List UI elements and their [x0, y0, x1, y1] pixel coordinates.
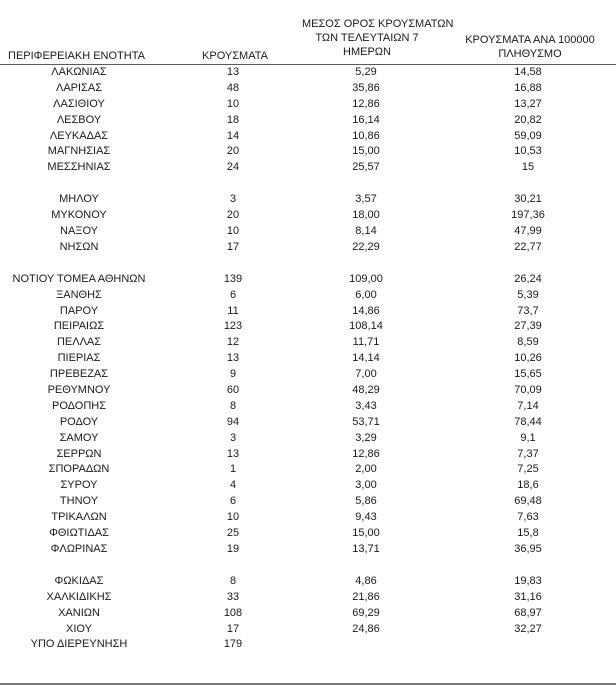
table-row [0, 240, 616, 256]
table-row [0, 160, 616, 176]
cell-region: ΣΠΟΡΑΔΩΝ [48, 463, 110, 476]
cell-per100k: 7,25 [517, 463, 539, 476]
header-cases: ΚΡΟΥΣΜΑΤΑ [202, 50, 268, 62]
cell-per100k: 68,97 [514, 606, 542, 619]
bottom-divider [0, 683, 616, 685]
cell-cases: 20 [226, 145, 240, 158]
cell-cases: 12 [226, 336, 240, 349]
cell-avg7: 109,00 [349, 272, 383, 285]
cell-per100k: 70,09 [514, 384, 542, 397]
cell-cases: 17 [226, 240, 240, 253]
cell-avg7: 22,29 [352, 240, 380, 253]
table-row [0, 304, 616, 320]
cell-per100k: 47,99 [514, 225, 542, 238]
cell-avg7: 108,14 [349, 320, 383, 333]
cell-avg7: 6,00 [355, 288, 377, 301]
cell-per100k: 30,21 [514, 193, 542, 206]
cell-cases: 8 [229, 574, 237, 587]
table-row [0, 447, 616, 463]
cell-cases: 48 [226, 81, 240, 94]
cell-cases: 1 [229, 463, 237, 476]
table-row [0, 526, 616, 542]
cell-per100k: 22,77 [514, 240, 542, 253]
cell-per100k: 10,53 [514, 145, 542, 158]
cell-per100k: 73,7 [517, 304, 539, 317]
cell-avg7: 11,71 [352, 336, 380, 349]
cell-cases: 24 [226, 161, 240, 174]
table-row [0, 129, 616, 145]
cell-cases: 108 [223, 606, 243, 619]
cell-per100k: 20,82 [514, 113, 542, 126]
cell-region: ΝΟΤΙΟΥ ΤΟΜΕΑ ΑΘΗΝΩΝ [12, 272, 146, 285]
table-row [0, 415, 616, 431]
cell-per100k: 26,24 [514, 272, 542, 285]
header-avg7-line3: ΗΜΕΡΩΝ [343, 46, 391, 58]
cell-region: ΜΕΣΣΗΝΙΑΣ [47, 161, 111, 174]
table-row [0, 319, 616, 335]
cell-region: ΠΡΕΒΕΖΑΣ [49, 368, 109, 381]
cell-avg7: 7,00 [355, 368, 377, 381]
cell-per100k: 27,39 [514, 320, 542, 333]
cell-per100k: 13,27 [514, 97, 542, 110]
header-per100k-line1: ΚΡΟΥΣΜΑΤΑ ΑΝΑ 100000 [465, 34, 595, 46]
table-row [0, 399, 616, 415]
cell-per100k: 14,58 [514, 66, 542, 78]
cell-avg7: 5,86 [355, 495, 377, 508]
cell-avg7: 8,14 [355, 225, 377, 238]
cell-region: ΛΑΡΙΣΑΣ [55, 81, 102, 94]
table-row [0, 383, 616, 399]
header-region: ΠΕΡΙΦΕΡΕΙΑΚΗ ΕΝΟΤΗΤΑ [8, 50, 145, 62]
table-row [0, 144, 616, 160]
table-row [0, 97, 616, 113]
cell-cases: 11 [227, 304, 239, 317]
table-row [0, 192, 616, 208]
cell-cases: 4 [229, 479, 237, 492]
cell-region: ΣΥΡΟΥ [60, 479, 98, 492]
table-row [0, 224, 616, 240]
cell-cases: 14 [226, 129, 240, 142]
cell-per100k: 15,8 [517, 527, 539, 540]
cell-region: ΧΑΝΙΩΝ [58, 606, 100, 619]
cell-cases: 8 [229, 399, 237, 412]
table-row [0, 606, 616, 622]
cell-per100k: 10,26 [514, 352, 542, 365]
cell-cases: 13 [226, 352, 240, 365]
cell-region: ΠΕΙΡΑΙΩΣ [53, 320, 105, 333]
header-per100k-line2: ΠΛΗΘΥΣΜΟ [498, 48, 562, 60]
cell-region: ΣΑΜΟΥ [59, 431, 99, 444]
cell-region: ΧΑΛΚΙΔΙΚΗΣ [46, 590, 112, 603]
cell-cases: 139 [223, 272, 243, 285]
header-per100k [455, 33, 605, 61]
cell-region: ΠΙΕΡΙΑΣ [57, 352, 101, 365]
table-row [0, 542, 616, 558]
cell-cases: 123 [223, 320, 243, 333]
cell-cases: 18 [226, 113, 240, 126]
cell-cases: 10 [226, 97, 240, 110]
cell-region: ΦΩΚΙΔΑΣ [54, 574, 104, 587]
table-row [0, 81, 616, 97]
cell-avg7: 14,14 [352, 352, 380, 365]
table-body [0, 65, 616, 653]
cell-per100k: 59,09 [514, 129, 542, 142]
cell-per100k: 18,6 [517, 479, 539, 492]
cell-avg7: 3,43 [355, 399, 377, 412]
cell-cases: 19 [226, 542, 240, 555]
header-avg7 [302, 17, 454, 59]
cell-cases: 60 [226, 384, 240, 397]
cell-avg7: 15,00 [352, 527, 380, 540]
cell-avg7: 69,29 [352, 606, 380, 619]
cell-avg7: 3,57 [355, 193, 377, 206]
table-row [0, 113, 616, 129]
table-row [0, 637, 616, 653]
cell-region: ΠΑΡΟΥ [59, 304, 99, 317]
cell-cases: 179 [223, 638, 243, 651]
table-row [0, 288, 616, 304]
cell-avg7: 5,29 [355, 66, 377, 78]
cell-per100k: 19,83 [514, 574, 542, 587]
table-row [0, 65, 616, 81]
cell-per100k: 32,27 [514, 622, 542, 635]
table-row [0, 510, 616, 526]
cell-region: ΥΠΟ ΔΙΕΡΕΥΝΗΣΗ [30, 638, 128, 651]
cell-region: ΣΕΡΡΩΝ [56, 447, 102, 460]
cell-avg7: 16,14 [352, 113, 380, 126]
cell-avg7: 9,43 [355, 511, 377, 524]
table-row [0, 574, 616, 590]
cell-avg7: 48,29 [352, 384, 380, 397]
table-row [0, 208, 616, 224]
cell-avg7: 3,00 [355, 479, 377, 492]
cell-region: ΤΗΝΟΥ [59, 495, 99, 508]
cell-region: ΛΑΣΙΘΙΟΥ [53, 97, 105, 110]
cell-region: ΜΗΛΟΥ [59, 193, 99, 206]
cell-per100k: 7,37 [517, 447, 539, 460]
table-row [0, 272, 616, 288]
table-row [0, 431, 616, 447]
cell-region: ΜΥΚΟΝΟΥ [51, 209, 107, 222]
cell-avg7: 4,86 [355, 574, 377, 587]
cell-avg7: 2,00 [355, 463, 377, 476]
cell-avg7: 25,57 [352, 161, 380, 174]
cell-per100k: 7,63 [517, 511, 539, 524]
cell-region: ΛΕΣΒΟΥ [56, 113, 102, 126]
cell-avg7: 3,29 [355, 431, 377, 444]
cell-cases: 17 [226, 622, 240, 635]
cell-region: ΡΟΔΟΥ [59, 415, 99, 428]
cell-region: ΧΙΟΥ [66, 622, 92, 635]
cell-cases: 33 [226, 590, 240, 603]
cell-per100k: 5,39 [517, 288, 539, 301]
cell-avg7: 24,86 [352, 622, 380, 635]
cell-per100k: 9,1 [520, 431, 536, 444]
cell-cases: 6 [229, 495, 237, 508]
cell-per100k: 78,44 [514, 415, 542, 428]
cell-avg7: 15,00 [352, 145, 380, 158]
cell-cases: 3 [229, 431, 237, 444]
cell-cases: 3 [229, 193, 237, 206]
header-avg7-line2: ΤΩΝ ΤΕΛΕΥΤΑΙΩΝ 7 [315, 32, 419, 44]
cell-per100k: 8,59 [517, 336, 539, 349]
cell-region: ΠΕΛΛΑΣ [56, 336, 102, 349]
cell-per100k: 197,36 [511, 209, 545, 222]
cell-cases: 13 [226, 447, 240, 460]
cell-per100k: 7,14 [517, 399, 539, 412]
cell-per100k: 31,16 [514, 590, 542, 603]
table-row [0, 478, 616, 494]
table-row [0, 590, 616, 606]
cell-region: ΡΕΘΥΜΝΟΥ [47, 384, 111, 397]
cell-per100k: 36,95 [514, 542, 542, 555]
cell-region: ΛΕΥΚΑΔΑΣ [49, 129, 109, 142]
cell-cases: 10 [226, 511, 240, 524]
cell-per100k: 69,48 [514, 495, 542, 508]
cell-avg7: 14,86 [352, 304, 380, 317]
table-row [0, 335, 616, 351]
table-row [0, 622, 616, 638]
cell-avg7: 21,86 [352, 590, 380, 603]
cell-region: ΦΛΩΡΙΝΑΣ [50, 542, 108, 555]
cell-cases: 6 [229, 288, 237, 301]
cell-region: ΝΗΣΩΝ [59, 240, 99, 253]
cell-cases: 9 [229, 368, 237, 381]
table-row [0, 351, 616, 367]
cell-avg7: 12,86 [352, 447, 380, 460]
cell-region: ΜΑΓΝΗΣΙΑΣ [47, 145, 111, 158]
cell-avg7: 53,71 [352, 415, 380, 428]
cell-avg7: 18,00 [352, 209, 380, 222]
header-avg7-line1: ΜΕΣΟΣ ΟΡΟΣ ΚΡΟΥΣΜΑΤΩΝ [302, 18, 454, 30]
cell-cases: 20 [226, 209, 240, 222]
cell-region: ΡΟΔΟΠΗΣ [51, 399, 107, 412]
cell-region: ΛΑΚΩΝΙΑΣ [51, 66, 107, 78]
cell-per100k: 16,88 [514, 81, 542, 94]
cell-cases: 25 [226, 527, 240, 540]
cell-region: ΤΡΙΚΑΛΩΝ [51, 511, 107, 524]
cell-avg7: 10,86 [352, 129, 380, 142]
cell-region: ΦΘΙΩΤΙΔΑΣ [49, 527, 109, 540]
cell-avg7: 13,71 [352, 542, 380, 555]
cell-avg7: 12,86 [352, 97, 380, 110]
cell-cases: 10 [226, 225, 240, 238]
cell-region: ΞΑΝΘΗΣ [56, 288, 102, 301]
table-row [0, 494, 616, 510]
table-row [0, 462, 616, 478]
cell-avg7: 35,86 [352, 81, 380, 94]
cell-cases: 94 [226, 415, 240, 428]
cell-per100k: 15,65 [514, 368, 542, 381]
cell-cases: 13 [226, 66, 240, 78]
cell-region: ΝΑΞΟΥ [60, 225, 98, 238]
table-row [0, 367, 616, 383]
cell-per100k: 15 [521, 161, 535, 174]
